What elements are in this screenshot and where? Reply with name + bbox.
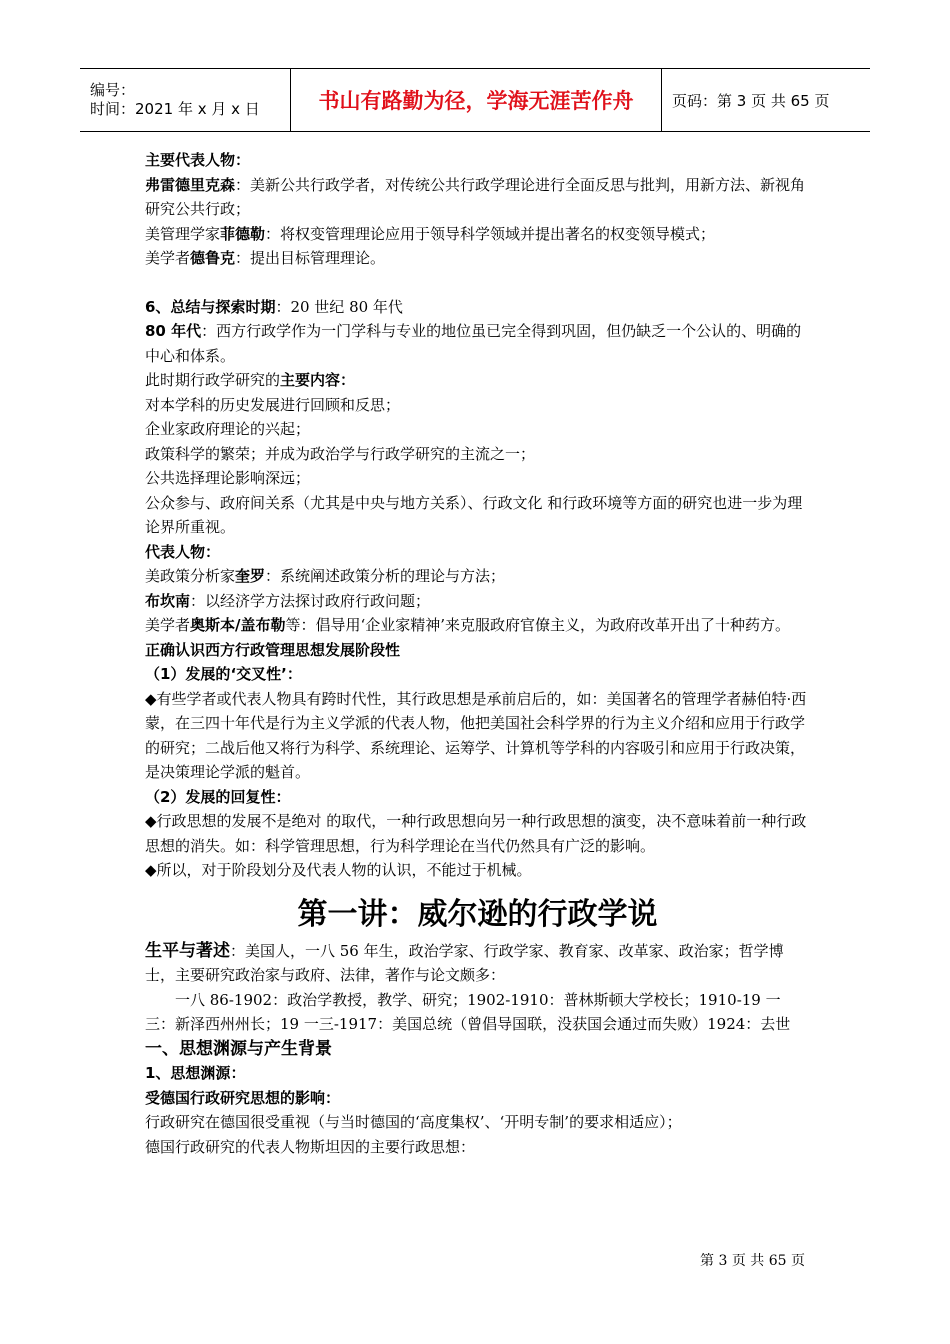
reps-title: 主要代表人物：: [145, 151, 251, 169]
list-item: 企业家政府理论的兴起；: [145, 420, 311, 438]
drucker-prefix: 美学者: [145, 249, 191, 267]
fiedler-prefix: 美管理学家: [145, 224, 221, 243]
german-text2: 德国行政研究的代表人物斯坦因的主要行政思想：: [145, 1137, 476, 1156]
header-left-cell: [80, 69, 290, 131]
german-title: 受德国行政研究思想的影响：: [145, 1088, 341, 1107]
osborne-name: 奥斯本/盖布勒: [190, 616, 286, 634]
drucker-text: ：提出目标管理理论。: [235, 249, 386, 267]
list-item: 公共选择理论影响深远；: [145, 469, 311, 487]
drucker-name: 德鲁克: [190, 249, 236, 267]
bio-paragraph: [145, 939, 810, 988]
buchanan-paragraph: [145, 589, 810, 614]
frederickson-paragraph: [145, 173, 810, 222]
list-item: 政策科学的繁荣；并成为政治学与行政学研究的主流之一；: [145, 444, 536, 463]
frederickson-text: ：美新公共行政学者，对传统公共行政学理论进行全面反思与批判，用新方法、新视角研究公共行政；: [145, 175, 806, 218]
quade-prefix: 美政策分析家: [145, 567, 236, 585]
s80-label: 80 年代: [145, 322, 202, 340]
quade-paragraph: [145, 564, 810, 589]
german-text1: 行政研究在德国很受重视（与当时德国的‘高度集权’、‘开明专制’的要求相适应）；: [145, 1113, 682, 1131]
bio-detail: 一八 86-1902：政治学教授，教学、研究；1902-1910：普林斯顿大学校长；1910-19 一三：新泽西州州长；19 一三-1917：美国总统（曾倡导国联，没获国会通过而失败）1924：去世: [145, 990, 791, 1033]
main-prefix: 此时期行政学研究的: [145, 371, 281, 389]
s6-title: 6、总结与探索时期: [145, 297, 276, 316]
bio-text: ：美国人，一八 56 年生，政治学家、行政学家、教育家、改革家、政治家；哲学博士，主要研究政治家与政府、法律，著作与论文颇多：: [145, 941, 784, 984]
drucker-paragraph: [145, 246, 810, 271]
cross-text: ◆有些学者或代表人物具有跨时代性，其行政思想是承前启后的，如：美国著名的管理学者赫伯特·西蒙，在三四十年代是行为主义学派的代表人物，他把美国社会科学界的行为主义介绍和应用于行政学的研究；二战后他又将行为科学、系统理论、运筹学、计算机等学科的内容吸引和应用于行政决策，是决策理论学派的魁首。: [145, 689, 807, 781]
list-item: 对本学科的历史发展进行回顾和反思；: [145, 395, 401, 414]
repeat-text: ◆行政思想的发展不是绝对 的取代，一种行政思想向另一种行政思想的演变，决不意味着前一种行政思想的消失。如：科学管理思想，行为科学理论在当代仍然具有广泛的影响。: [145, 812, 807, 855]
header-page-label: 页码：第 3 页 共 65 页: [672, 91, 830, 110]
time-label: 时间：2021 年 x 月 x 日: [90, 100, 260, 118]
fiedler-name: 菲德勒: [220, 224, 266, 243]
sub1-title: 1、思想渊源：: [145, 1064, 246, 1082]
main-content-line: [145, 368, 810, 393]
main-label: 主要内容：: [280, 371, 356, 389]
quade-name: 奎罗: [235, 567, 266, 585]
osborne-text: 等：倡导用‘企业家精神’来克服政府官僚主义，为政府改革开出了十种药方。: [285, 616, 791, 634]
stage-title: 正确认识西方行政管理思想发展阶段性: [145, 640, 401, 659]
page-header: [80, 68, 870, 132]
section1-title: 一、思想渊源与产生背景: [145, 1038, 332, 1059]
osborne-paragraph: [145, 613, 810, 638]
motto: 书山有路勤为径，学海无涯苦作舟: [290, 69, 662, 131]
therefore-text: ◆所以，对于阶段划分及代表人物的认识，不能过于机械。: [145, 861, 532, 879]
s80-text: ：西方行政学作为一门学科与专业的地位虽已完全得到巩固，但仍缺乏一个公认的、明确的中心和体系。: [145, 322, 802, 365]
fiedler-text: ：将权变管理理论应用于领导科学领域并提出著名的权变领导模式；: [265, 224, 716, 243]
quade-text: ：系统阐述政策分析的理论与方法；: [265, 567, 506, 585]
frederickson-name: 弗雷德里克森: [145, 175, 236, 194]
reps2-title: 代表人物：: [145, 542, 221, 561]
buchanan-text: ：以经济学方法探讨政府行政问题；: [190, 591, 431, 610]
repeat-title: （2）发展的回复性：: [145, 787, 291, 806]
document-body: [145, 148, 810, 1159]
buchanan-name: 布坎南: [145, 591, 191, 610]
list-item: 公众参与、政府间关系（尤其是中央与地方关系）、行政文化 和行政环境等方面的研究也进一步为理论界所重视。: [145, 493, 803, 536]
number-label: 编号：: [90, 81, 136, 99]
s80-paragraph: [145, 319, 810, 368]
bio-label: 生平与著述: [145, 940, 230, 961]
lecture-title: 第一讲：威尔逊的行政学说: [297, 896, 658, 932]
osborne-prefix: 美学者: [145, 616, 191, 634]
cross-title: （1）发展的‘交叉性’：: [145, 665, 302, 683]
page-footer: 第 3 页 共 65 页: [700, 1253, 805, 1269]
fiedler-paragraph: [145, 222, 810, 247]
section6-heading: [145, 295, 810, 320]
s6-text: ：20 世纪 80 年代: [275, 297, 403, 316]
